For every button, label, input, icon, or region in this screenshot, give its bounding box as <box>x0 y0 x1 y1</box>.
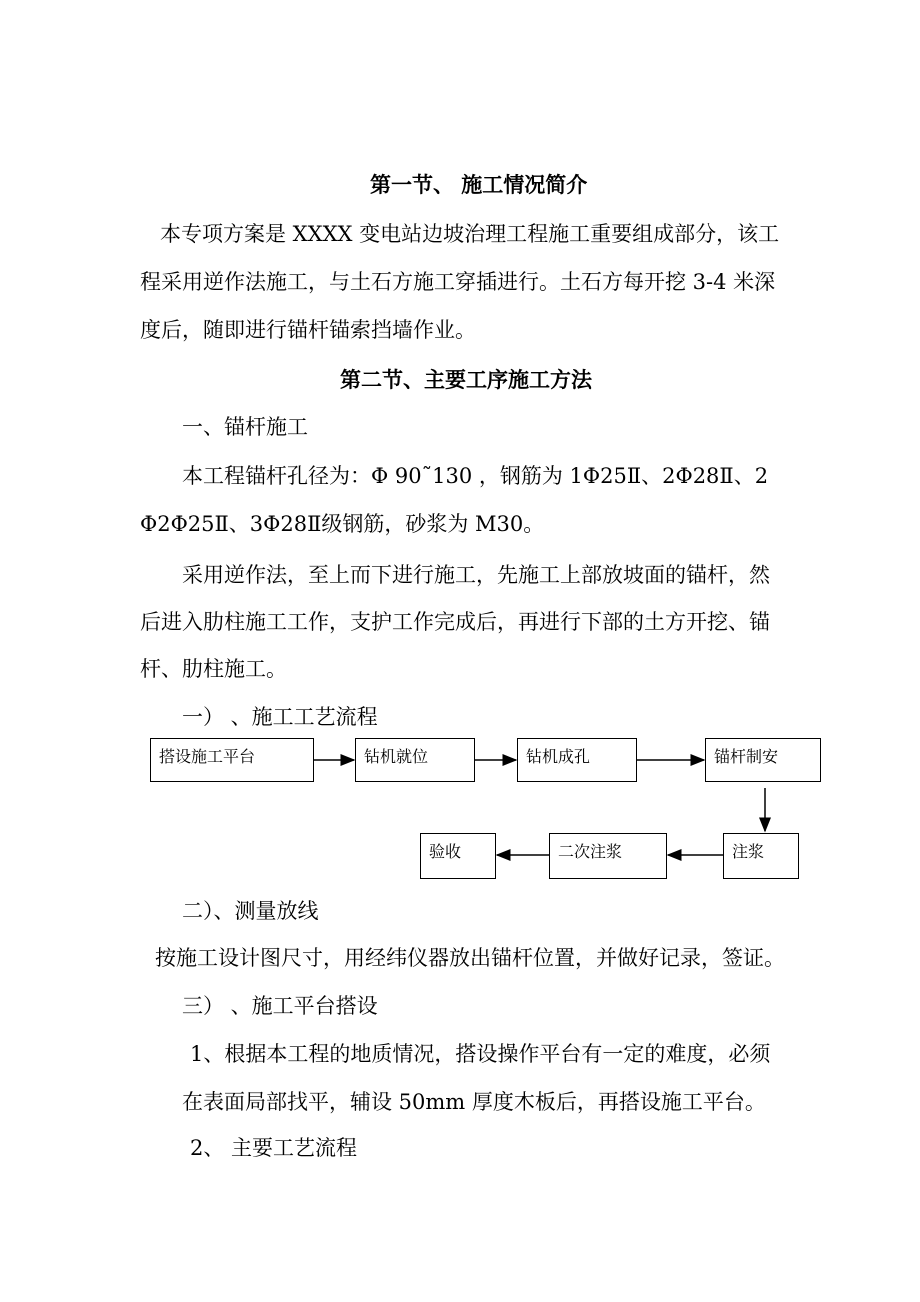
flow-step-platform: 搭设施工平台 <box>150 738 314 782</box>
section1-line-1: 本专项方案是 XXXX 变电站边坡治理工程施工重要组成部分，该工 <box>160 222 780 246</box>
platform-line-2: 在表面局部找平，辅设 50mm 厚度木板后，再搭设施工平台。 <box>182 1090 766 1114</box>
flow-step-acceptance: 验收 <box>420 833 496 879</box>
main-process-heading: 2、 主要工艺流程 <box>190 1136 358 1160</box>
section1-line-3: 度后，随即进行锚杆锚索挡墙作业。 <box>140 318 476 342</box>
section1-title: 第一节、 施工情况简介 <box>370 173 588 197</box>
flow-step-grouting: 注浆 <box>723 833 799 879</box>
flow-title: 一） 、施工工艺流程 <box>182 705 378 729</box>
survey-title: 二）、测量放线 <box>182 899 319 923</box>
flow-step-anchor-install: 锚杆制安 <box>705 738 821 782</box>
platform-line-1: 1、根据本工程的地质情况，搭设操作平台有一定的难度，必须 <box>190 1042 771 1066</box>
method-line-1: 采用逆作法，至上而下进行施工，先施工上部放坡面的锚杆，然 <box>182 563 770 587</box>
flow-step-secondary-grouting: 二次注浆 <box>549 833 667 879</box>
platform-title: 三） 、施工平台搭设 <box>182 994 378 1018</box>
subheading-anchor-construction: 一、锚杆施工 <box>182 415 308 439</box>
method-line-3: 杆、肋柱施工。 <box>140 657 287 681</box>
flow-step-rig-positioning: 钻机就位 <box>355 738 475 782</box>
survey-text: 按施工设计图尺寸，用经纬仪器放出锚杆位置，并做好记录，签证。 <box>155 946 785 970</box>
flow-step-drilling: 钻机成孔 <box>517 738 637 782</box>
anchor-spec-line-1: 本工程锚杆孔径为：Φ 90˜130 ，钢筋为 1Φ25Ⅱ、2Φ28Ⅱ、2 <box>182 464 769 488</box>
section1-line-2: 程采用逆作法施工，与土石方施工穿插进行。土石方每开挖 3-4 米深 <box>140 270 776 294</box>
section2-title: 第二节、主要工序施工方法 <box>340 368 592 392</box>
anchor-spec-line-2: Φ2Φ25Ⅱ、3Φ28Ⅱ级钢筋，砂浆为 M30。 <box>140 512 545 536</box>
method-line-2: 后进入肋柱施工工作，支护工作完成后，再进行下部的土方开挖、锚 <box>140 610 770 634</box>
